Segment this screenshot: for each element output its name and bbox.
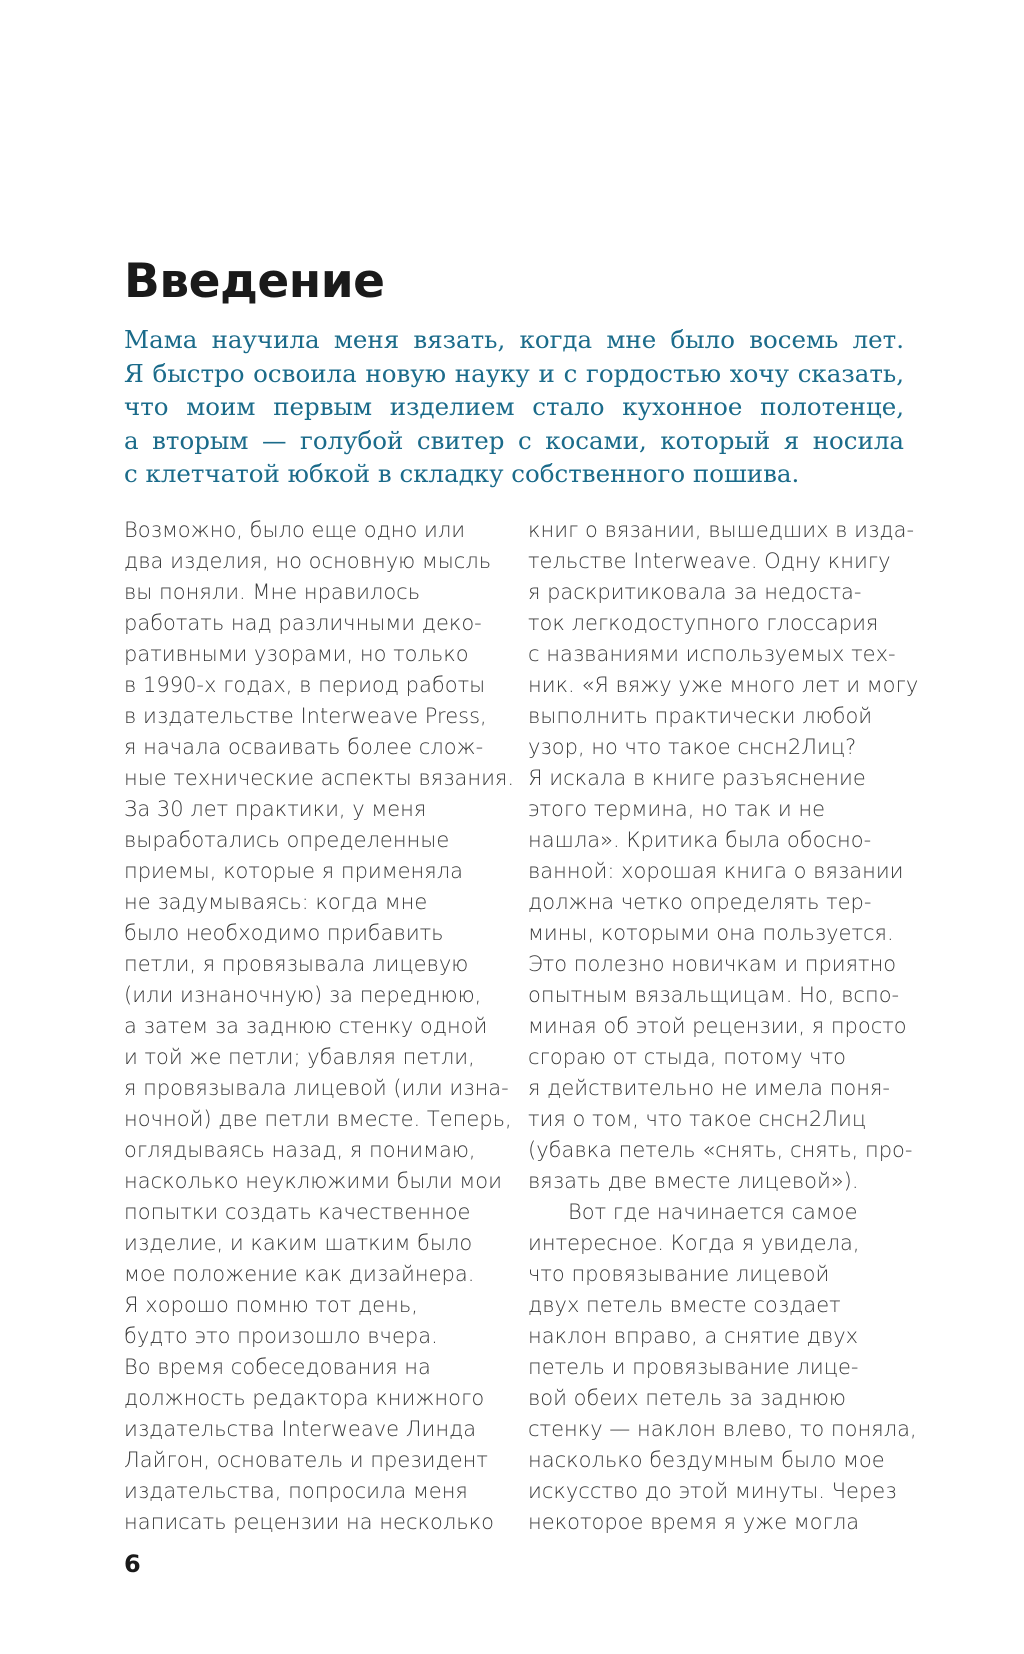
text-line: ративными узорами, но только <box>124 642 469 666</box>
text-line: вязать две вместе лицевой»). <box>528 1169 859 1193</box>
text-line: ночной) две петли вместе. Теперь, <box>124 1107 512 1131</box>
lead-line: с клетчатой юбкой в складку собственного пошива. <box>124 459 800 488</box>
text-line: стенку — наклон влево, то поняла, <box>528 1417 917 1441</box>
text-line: Лайгон, основатель и президент <box>124 1448 488 1472</box>
text-line: работать над различными деко- <box>124 611 482 635</box>
text-line: было необходимо прибавить <box>124 921 444 945</box>
text-line: (убавка петель «снять, снять, про- <box>528 1138 913 1162</box>
text-line: мины, которыми она пользуется. <box>528 921 894 945</box>
text-line: тия о том, что такое снсн2Лиц <box>528 1107 867 1131</box>
text-line: насколько неуклюжими были мои <box>124 1169 502 1193</box>
text-line: тельстве Interweave. Одну книгу <box>528 549 891 573</box>
text-line: ток легкодоступного глоссария <box>528 611 879 635</box>
text-line: два изделия, но основную мысль <box>124 549 492 573</box>
text-line: Я искала в книге разъяснение <box>528 766 866 790</box>
text-line: Во время собеседования на <box>124 1355 431 1379</box>
text-line: должна четко определять тер- <box>528 890 872 914</box>
text-line: насколько бездумным было мое <box>528 1448 885 1472</box>
text-line: что провязывание лицевой <box>528 1262 830 1286</box>
text-line: в издательстве Interweave Press, <box>124 704 487 728</box>
text-line: (или изнаночную) за переднюю, <box>124 983 482 1007</box>
lead-paragraph <box>124 323 904 491</box>
text-line: петель и провязывание лице- <box>528 1355 859 1379</box>
text-line: мое положение как дизайнера. <box>124 1262 475 1286</box>
text-line: интересное. Когда я увидела, <box>528 1231 860 1255</box>
text-line: не задумываясь: когда мне <box>124 890 428 914</box>
paragraph <box>528 1197 917 1538</box>
text-line: написать рецензии на несколько <box>124 1510 494 1534</box>
text-line: Возможно, было еще одно или <box>124 518 466 542</box>
text-line: а затем за заднюю стенку одной <box>124 1014 488 1038</box>
lead-line: что моим первым изделием стало кухонное полотенце, <box>124 392 904 421</box>
lead-line: а вторым — голубой свитер с косами, который я носила <box>124 425 904 455</box>
text-line: вы поняли. Мне нравилось <box>124 580 421 604</box>
text-line: сгораю от стыда, потому что <box>528 1045 846 1069</box>
body-column-right <box>528 515 919 1538</box>
text-line: ник. «Я вяжу уже много лет и могу <box>528 673 919 697</box>
text-line: двух петель вместе создает <box>528 1293 841 1317</box>
text-line: я провязывала лицевой (или изна- <box>124 1076 509 1100</box>
text-line: попытки создать качественное <box>124 1200 471 1224</box>
text-line: издательства Interweave Линда <box>124 1417 477 1441</box>
text-line: За 30 лет практики, у меня <box>124 797 427 821</box>
text-line: вой обеих петель за заднюю <box>528 1386 846 1410</box>
text-line: нашла». Критика была обосно- <box>528 828 872 852</box>
text-line: я начала осваивать более слож- <box>124 735 484 759</box>
text-line: петли, я провязывала лицевую <box>124 952 469 976</box>
text-line: оглядываясь назад, я понимаю, <box>124 1138 476 1162</box>
text-line: с названиями используемых тех- <box>528 642 896 666</box>
text-line: изделие, и каким шатким было <box>124 1231 473 1255</box>
text-line: выработались определенные <box>124 828 450 852</box>
body-column-left <box>124 515 515 1538</box>
paragraph <box>124 515 515 1538</box>
text-line: узор, но что такое снсн2Лиц? <box>528 735 857 759</box>
lead-line: Я быстро освоила новую науку и с гордостью хочу сказать, <box>124 358 904 388</box>
text-line: Вот где начинается самое <box>568 1200 858 1224</box>
text-line: опытным вязальщицам. Но, вспо- <box>528 983 900 1007</box>
text-line: некоторое время я уже могла <box>528 1510 860 1534</box>
text-line: и той же петли; убавляя петли, <box>124 1045 475 1069</box>
text-line: книг о вязании, вышедших в изда- <box>528 518 915 542</box>
paragraph <box>528 515 919 1197</box>
text-line: выполнить практически любой <box>528 704 873 728</box>
lead-line: Мама научила меня вязать, когда мне было восемь лет. <box>124 325 904 354</box>
page-number: 6 <box>124 1550 141 1578</box>
text-line: искусство до этой минуты. Через <box>528 1479 897 1503</box>
text-line: должность редактора книжного <box>124 1386 485 1410</box>
text-line: миная об этой рецензии, я просто <box>528 1014 907 1038</box>
text-line: ванной: хорошая книга о вязании <box>528 859 904 883</box>
text-line: приемы, которые я применяла <box>124 859 463 883</box>
text-line: наклон вправо, а снятие двух <box>528 1324 859 1348</box>
text-line: Это полезно новичкам и приятно <box>528 952 897 976</box>
text-line: в 1990-х годах, в период работы <box>124 673 486 697</box>
page-title: Введение <box>124 254 385 309</box>
text-line: я раскритиковала за недоста- <box>528 580 862 604</box>
text-line: Я хорошо помню тот день, <box>124 1293 418 1317</box>
text-line: будто это произошло вчера. <box>124 1324 438 1348</box>
text-line: ные технические аспекты вязания. <box>124 766 515 790</box>
text-line: этого термина, но так и не <box>528 797 826 821</box>
text-line: издательства, попросила меня <box>124 1479 468 1503</box>
text-line: я действительно не имела поня- <box>528 1076 890 1100</box>
